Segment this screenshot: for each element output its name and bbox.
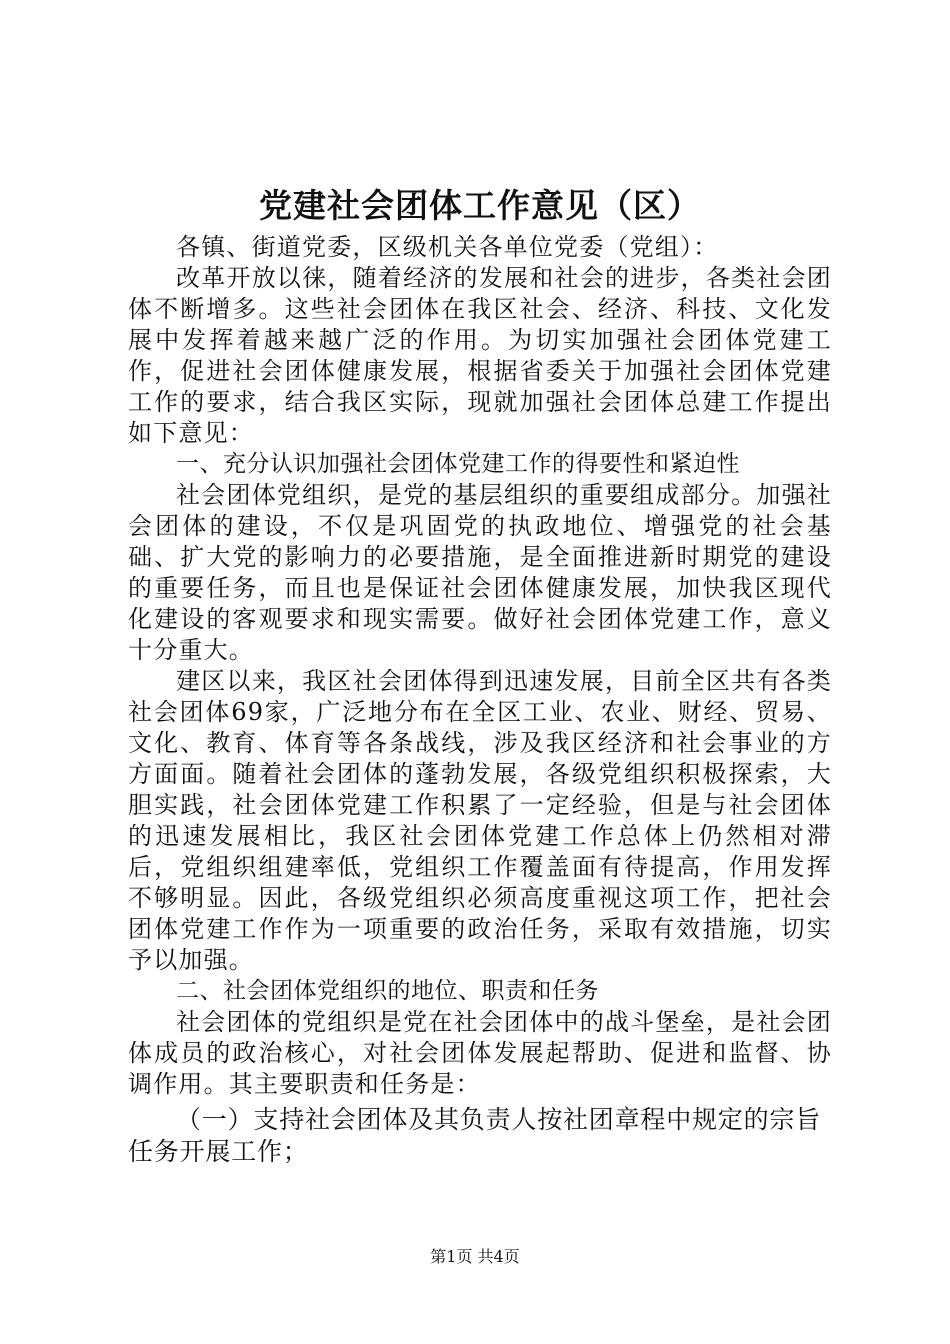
document-title: 党建社会团体工作意见（区） <box>259 186 701 225</box>
paragraph-intro: 改革开放以徕，随着经济的发展和社会的进步，各类社会团体不断增多。这些社会团体在我区社会、经济、科技、文化发展中发挥着越来越广泛的作用。为切实加强社会团体党建工作，促进社会团体健康发展，根据省委关于加强社会团体党建工作的要求，结合我区实际，现就加强社会团体总建工作提出如下意见： <box>128 264 832 447</box>
paragraph-significance: 社会团体党组织，是党的基层组织的重要组成部分。加强社会团体的建设，不仅是巩固党的执政地位、增强党的社会基础、扩大党的影响力的必要措施，是全面推进新时期党的建设的重要任务，而且也是保证社会团体健康发展，加快我区现代化建设的客观要求和现实需要。做好社会团体党建工作，意义十分重大。 <box>128 481 832 664</box>
paragraph-status: 建区以来，我区社会团体得到迅速发展，目前全区共有各类社会团体69家，广泛地分布在全区工业、农业、财经、贸易、文化、教育、体育等各条战线，涉及我区经济和社会事业的方方面面。随着社会团体的蓬勃发展，各级党组织积极探索，大胆实践，社会团体党建工作积累了一定经验，但是与社会团体的迅速发展相比，我区社会团体党建工作总体上仍然相对滞后，党组织组建率低，党组织工作覆盖面有待提高，作用发挥不够明显。因此，各级党组织必须高度重视这项工作，把社会团体党建工作作为一项重要的政治任务，采取有效措施，切实予以加强。 <box>128 667 832 974</box>
document-body <box>128 180 832 1168</box>
section-heading-2: 二、社会团体党组织的地位、职责和任务 <box>176 978 599 1004</box>
paragraph-duties: 社会团体的党组织是党在社会团体中的战斗堡垒，是社会团体成员的政治核心，对社会团体发展起帮助、促进和监督、协调作用。其主要职责和任务是： <box>128 1008 832 1098</box>
subsection-heading-1: （一）支持社会团体及其负责人按社团章程中规定的宗旨任务开展工作； <box>128 1105 822 1166</box>
salutation: 各镇、街道党委，区级机关各单位党委（党组）： <box>176 233 719 261</box>
page-number-footer: 第1页 共4页 <box>430 1247 520 1266</box>
section-heading-1: 一、充分认识加强社会团体党建工作的得要性和紧迫性 <box>176 451 740 477</box>
